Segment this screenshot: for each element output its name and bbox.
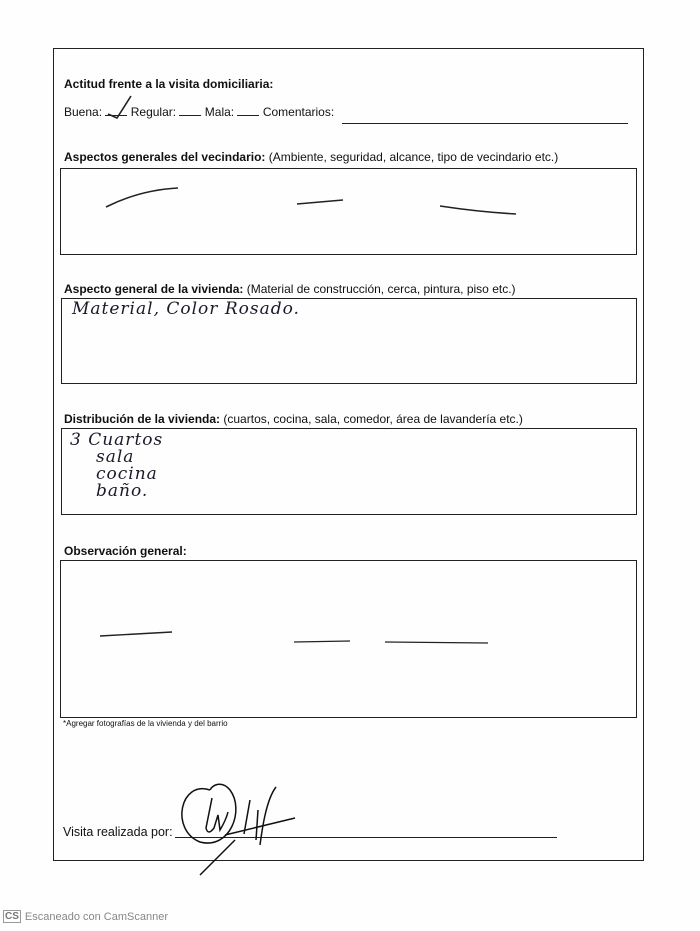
distribucion-answer: 3 Cuartos sala cocina baño. <box>70 430 164 501</box>
mala-label: Mala: <box>204 105 235 119</box>
dash-mark <box>106 188 178 207</box>
dash-mark <box>297 200 343 204</box>
vivienda-answer: Material, Color Rosado. <box>72 299 300 319</box>
comentarios-label: Comentarios: <box>262 105 335 119</box>
visita-label: Visita realizada por: <box>63 825 173 839</box>
camscanner-logo-icon: CS <box>5 911 19 922</box>
footnote: *Agregar fotografías de la vivienda y del barrio <box>63 719 228 728</box>
camscanner-text: Escaneado con CamScanner <box>24 910 168 923</box>
dash-mark <box>294 641 350 642</box>
regular-label: Regular: <box>130 105 177 119</box>
checkmark-icon <box>108 96 131 118</box>
observacion-heading: Observación general: <box>64 544 187 558</box>
buena-label: Buena: <box>64 105 103 119</box>
dash-mark <box>385 642 488 643</box>
actitud-title: Actitud frente a la visita domiciliaria: <box>64 77 274 91</box>
vecindario-heading: Aspectos generales del vecindario: (Ambiente, seguridad, alcance, tipo de vecindario etc.) <box>64 150 559 164</box>
vivienda-heading: Aspecto general de la vivienda: (Material de construcción, cerca, pintura, piso etc.) <box>64 282 516 296</box>
dash-mark <box>440 206 516 214</box>
camscanner-watermark <box>3 910 168 923</box>
distribucion-heading: Distribución de la vivienda: (cuartos, cocina, sala, comedor, área de lavandería etc.) <box>64 412 523 426</box>
signature <box>182 784 295 875</box>
dash-mark <box>100 632 172 636</box>
